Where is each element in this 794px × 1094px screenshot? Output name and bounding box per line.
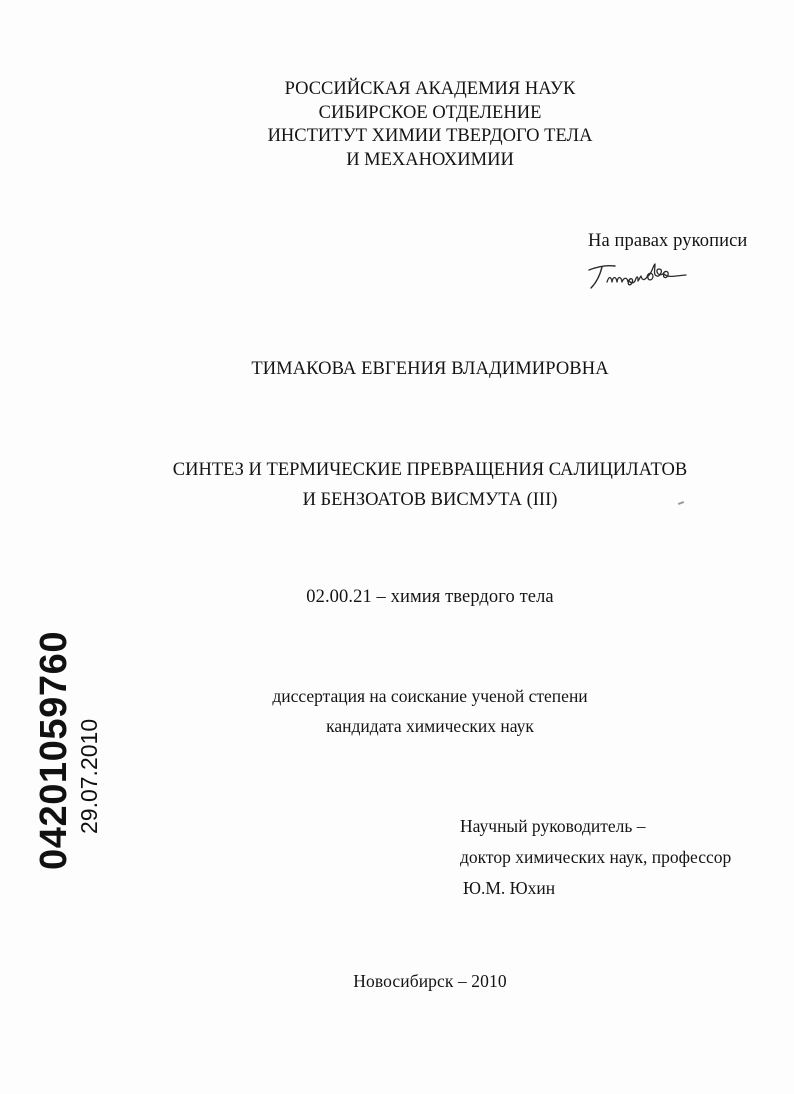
title-line-2: И БЕНЗОАТОВ ВИСМУТА (III) bbox=[302, 490, 558, 510]
supervisor-name: Ю.М. Юхин bbox=[463, 878, 556, 898]
header-line-academy: РОССИЙСКАЯ АКАДЕМИЯ НАУК bbox=[284, 79, 576, 99]
title-line-1: СИНТЕЗ И ТЕРМИЧЕСКИЕ ПРЕВРАЩЕНИЯ САЛИЦИЛАТОВ bbox=[172, 460, 688, 480]
author-name: ТИМАКОВА ЕВГЕНИЯ ВЛАДИМИРОВНА bbox=[251, 359, 609, 379]
header-line-institute: ИНСТИТУТ ХИМИИ ТВЕРДОГО ТЕЛА bbox=[267, 126, 593, 146]
stamp-number: 04201059760 bbox=[33, 630, 75, 870]
specialty-code: 02.00.21 – химия твердого тела bbox=[306, 587, 554, 607]
degree-line-2: кандидата химических наук bbox=[326, 716, 534, 736]
institution-header bbox=[0, 78, 794, 172]
city-year: Новосибирск – 2010 bbox=[353, 971, 507, 991]
stamp-date: 29.07.2010 bbox=[76, 718, 102, 834]
dissertation-title bbox=[0, 455, 794, 515]
degree-line-1: диссертация на соискание ученой степени bbox=[272, 686, 588, 706]
header-line-branch: СИБИРСКОЕ ОТДЕЛЕНИЕ bbox=[318, 102, 542, 123]
manuscript-note: На правах рукописи bbox=[588, 231, 748, 251]
handwritten-signature bbox=[585, 258, 725, 298]
degree-statement bbox=[0, 681, 794, 741]
supervisor-block bbox=[460, 811, 731, 904]
header-line-institute-cont: И МЕХАНОХИМИИ bbox=[346, 149, 514, 170]
supervisor-label: Научный руководитель – bbox=[460, 816, 646, 836]
supervisor-credentials: доктор химических наук, профессор bbox=[460, 847, 732, 867]
